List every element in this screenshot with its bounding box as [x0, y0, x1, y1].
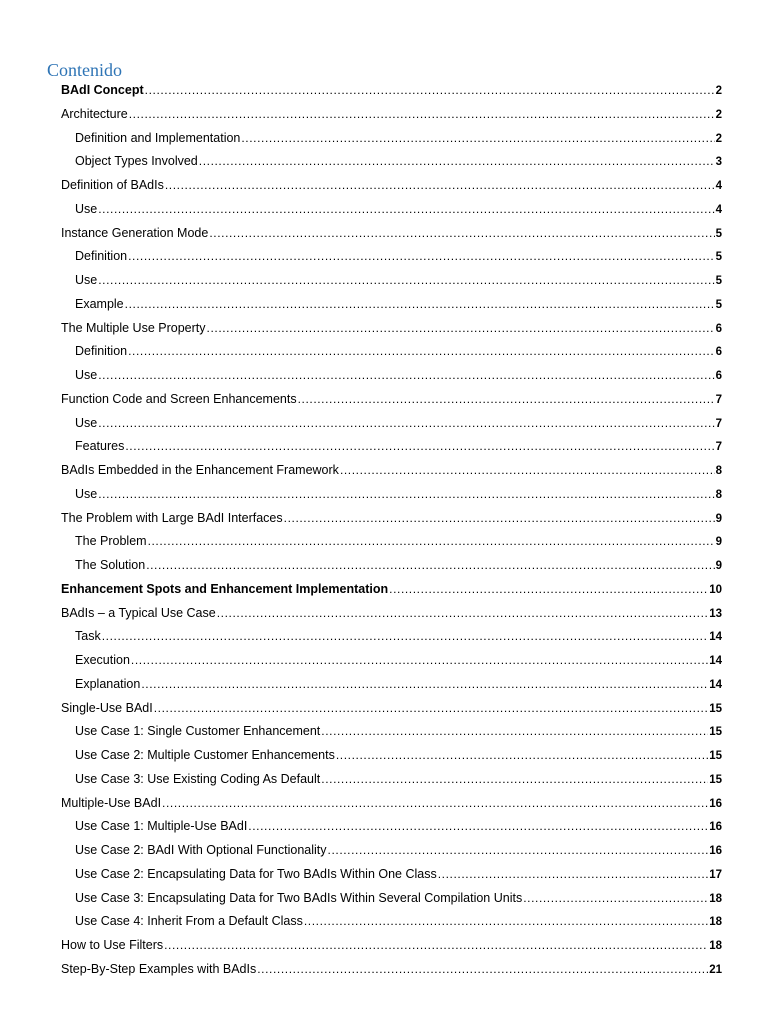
toc-entry-page-number: 21 [709, 963, 722, 976]
toc-entry[interactable] [61, 887, 722, 911]
toc-entry-label: Use Case 3: Encapsulating Data for Two BAdIs Within Several Compilation Units [75, 890, 523, 905]
toc-entry[interactable] [61, 768, 722, 792]
toc-dot-leader [523, 887, 708, 911]
toc-entry-page-number: 2 [715, 132, 722, 145]
toc-entry-page-number: 15 [709, 702, 722, 715]
toc-dot-leader [98, 269, 714, 293]
toc-entry[interactable] [61, 530, 722, 554]
toc-entry-label: Step-By-Step Examples with BAdIs [61, 961, 257, 976]
toc-entry-label: Use Case 1: Single Customer Enhancement [75, 724, 321, 739]
toc-dot-leader [165, 174, 715, 198]
toc-entry[interactable] [61, 222, 722, 246]
toc-entry[interactable] [61, 127, 722, 151]
toc-dot-leader [438, 863, 708, 887]
toc-entry[interactable] [61, 245, 722, 269]
toc-entry[interactable] [61, 79, 722, 103]
toc-list [61, 79, 722, 982]
toc-entry[interactable] [61, 863, 722, 887]
toc-dot-leader [131, 649, 708, 673]
toc-dot-leader [154, 697, 708, 721]
toc-dot-leader [321, 720, 708, 744]
toc-entry[interactable] [61, 602, 722, 626]
toc-dot-leader [257, 958, 708, 982]
toc-title: Contenido [47, 60, 122, 80]
toc-entry[interactable] [61, 150, 722, 174]
toc-entry-page-number: 13 [709, 607, 722, 620]
toc-entry-page-number: 7 [715, 393, 722, 406]
toc-entry-label: Features [75, 439, 125, 454]
toc-entry[interactable] [61, 103, 722, 127]
toc-entry[interactable] [61, 554, 722, 578]
toc-entry-label: Definition of BAdIs [61, 178, 164, 192]
toc-entry-label: Use [75, 415, 98, 430]
toc-dot-leader [217, 602, 708, 626]
toc-dot-leader [145, 79, 715, 103]
toc-entry-label: Single-Use BAdI [61, 700, 153, 715]
toc-entry-label: Instance Generation Mode [61, 225, 209, 240]
toc-entry-page-number: 6 [715, 370, 722, 382]
toc-entry-page-number: 16 [709, 797, 722, 810]
toc-entry[interactable] [61, 459, 722, 483]
toc-entry-label: The Problem [75, 534, 147, 549]
toc-entry[interactable] [61, 910, 722, 934]
toc-entry-page-number: 9 [715, 536, 722, 549]
toc-entry[interactable] [61, 578, 722, 602]
toc-entry-page-number: 4 [715, 180, 722, 192]
toc-entry-page-number: 14 [709, 631, 722, 644]
toc-entry[interactable] [61, 483, 722, 507]
toc-dot-leader [298, 388, 715, 412]
toc-dot-leader [128, 340, 714, 364]
toc-entry-page-number: 16 [709, 821, 722, 834]
toc-dot-leader [102, 625, 709, 649]
toc-entry-page-number: 9 [715, 512, 722, 525]
toc-entry-page-number: 10 [709, 583, 722, 596]
toc-entry-label: The Solution [75, 558, 146, 572]
toc-dot-leader [241, 127, 714, 151]
toc-entry-page-number: 6 [715, 322, 722, 335]
toc-entry-label: Function Code and Screen Enhancements [61, 391, 297, 406]
toc-dot-leader [141, 673, 708, 697]
toc-dot-leader [328, 839, 709, 863]
toc-entry[interactable] [61, 435, 722, 459]
toc-entry[interactable] [61, 839, 722, 863]
toc-entry[interactable] [61, 293, 722, 317]
toc-entry[interactable] [61, 673, 722, 697]
toc-dot-leader [162, 792, 708, 816]
toc-entry-label: Definition [75, 344, 128, 359]
toc-dot-leader [98, 412, 714, 436]
toc-entry-page-number: 8 [715, 465, 722, 477]
toc-entry-page-number: 18 [709, 940, 722, 952]
toc-dot-leader [125, 293, 715, 317]
toc-entry-label: Use [75, 201, 98, 216]
toc-entry-page-number: 18 [709, 916, 722, 929]
toc-entry-page-number: 5 [715, 251, 722, 264]
toc-entry-label: Execution [75, 653, 130, 667]
toc-entry[interactable] [61, 317, 722, 341]
toc-entry-label: Use Case 4: Inherit From a Default Class [75, 914, 303, 929]
toc-entry-label: The Multiple Use Property [61, 320, 206, 335]
toc-entry[interactable] [61, 340, 722, 364]
toc-entry-label: Use [75, 486, 98, 501]
toc-entry-label: BAdI Concept [61, 83, 144, 97]
toc-entry[interactable] [61, 174, 722, 198]
toc-entry-label: BAdIs Embedded in the Enhancement Framework [61, 463, 339, 477]
toc-entry-page-number: 17 [709, 868, 722, 881]
toc-entry-page-number: 6 [715, 346, 722, 359]
toc-entry[interactable] [61, 507, 722, 531]
toc-dot-leader [199, 150, 715, 174]
toc-dot-leader [148, 530, 715, 554]
toc-entry-page-number: 9 [715, 560, 722, 572]
toc-dot-leader [207, 317, 715, 341]
toc-dot-leader [164, 934, 708, 958]
toc-entry[interactable] [61, 744, 722, 768]
toc-entry-label: The Problem with Large BAdI Interfaces [61, 510, 283, 525]
toc-entry-label: Multiple-Use BAdI [61, 795, 162, 810]
toc-entry-label: Architecture [61, 106, 128, 121]
toc-entry-label: Use [75, 368, 98, 382]
toc-entry[interactable] [61, 720, 722, 744]
toc-dot-leader [98, 483, 714, 507]
toc-dot-leader [125, 435, 714, 459]
toc-entry-page-number: 8 [715, 488, 722, 501]
toc-entry-page-number: 7 [715, 417, 722, 430]
toc-entry-label: How to Use Filters [61, 938, 164, 952]
toc-entry-label: Example [75, 296, 124, 311]
toc-entry-label: Use [75, 273, 98, 287]
toc-entry[interactable] [61, 958, 722, 982]
toc-entry-page-number: 14 [709, 655, 722, 667]
toc-entry-label: BAdIs – a Typical Use Case [61, 605, 216, 620]
toc-entry-label: Task [75, 629, 101, 644]
toc-entry-page-number: 7 [715, 441, 722, 454]
toc-dot-leader [129, 103, 715, 127]
toc-entry-page-number: 3 [715, 156, 722, 169]
toc-entry-page-number: 4 [715, 203, 722, 216]
toc-entry-label: Definition and Implementation [75, 130, 241, 145]
toc-dot-leader [336, 744, 708, 768]
toc-entry-page-number: 18 [709, 892, 722, 905]
toc-dot-leader [304, 910, 708, 934]
toc-entry[interactable] [61, 792, 722, 816]
toc-entry[interactable] [61, 388, 722, 412]
toc-entry-page-number: 2 [715, 85, 722, 97]
toc-entry-page-number: 16 [709, 845, 722, 857]
toc-entry-page-number: 14 [709, 678, 722, 691]
toc-entry-page-number: 15 [709, 750, 722, 762]
toc-dot-leader [248, 815, 708, 839]
toc-entry[interactable] [61, 815, 722, 839]
toc-entry-page-number: 5 [715, 275, 722, 287]
toc-entry-label: Object Types Involved [75, 154, 198, 169]
toc-dot-leader [340, 459, 715, 483]
toc-entry-label: Use Case 2: Encapsulating Data for Two BAdIs Within One Class [75, 866, 437, 881]
toc-dot-leader [98, 198, 714, 222]
toc-entry[interactable] [61, 649, 722, 673]
toc-entry-label: Use Case 3: Use Existing Coding As Default [75, 771, 321, 786]
toc-entry[interactable] [61, 934, 722, 958]
toc-dot-leader [209, 222, 714, 246]
toc-entry[interactable] [61, 625, 722, 649]
toc-entry-page-number: 2 [715, 108, 722, 121]
toc-dot-leader [146, 554, 714, 578]
toc-entry-label: Use Case 2: Multiple Customer Enhancements [75, 748, 335, 762]
toc-entry-label: Explanation [75, 676, 141, 691]
toc-entry[interactable] [61, 364, 722, 388]
toc-entry[interactable] [61, 198, 722, 222]
toc-dot-leader [284, 507, 715, 531]
toc-entry-page-number: 15 [709, 726, 722, 739]
toc-entry-label: Use Case 2: BAdI With Optional Functionality [75, 843, 327, 857]
toc-entry-label: Enhancement Spots and Enhancement Implementation [61, 581, 389, 596]
toc-entry[interactable] [61, 697, 722, 721]
toc-dot-leader [389, 578, 708, 602]
toc-entry[interactable] [61, 269, 722, 293]
toc-dot-leader [98, 364, 714, 388]
toc-entry-page-number: 5 [715, 298, 722, 311]
toc-entry-label: Use Case 1: Multiple-Use BAdI [75, 819, 248, 834]
toc-dot-leader [321, 768, 708, 792]
toc-entry-label: Definition [75, 249, 128, 264]
toc-dot-leader [128, 245, 714, 269]
toc-entry-page-number: 5 [715, 227, 722, 240]
toc-entry-page-number: 15 [709, 773, 722, 786]
toc-entry[interactable] [61, 412, 722, 436]
